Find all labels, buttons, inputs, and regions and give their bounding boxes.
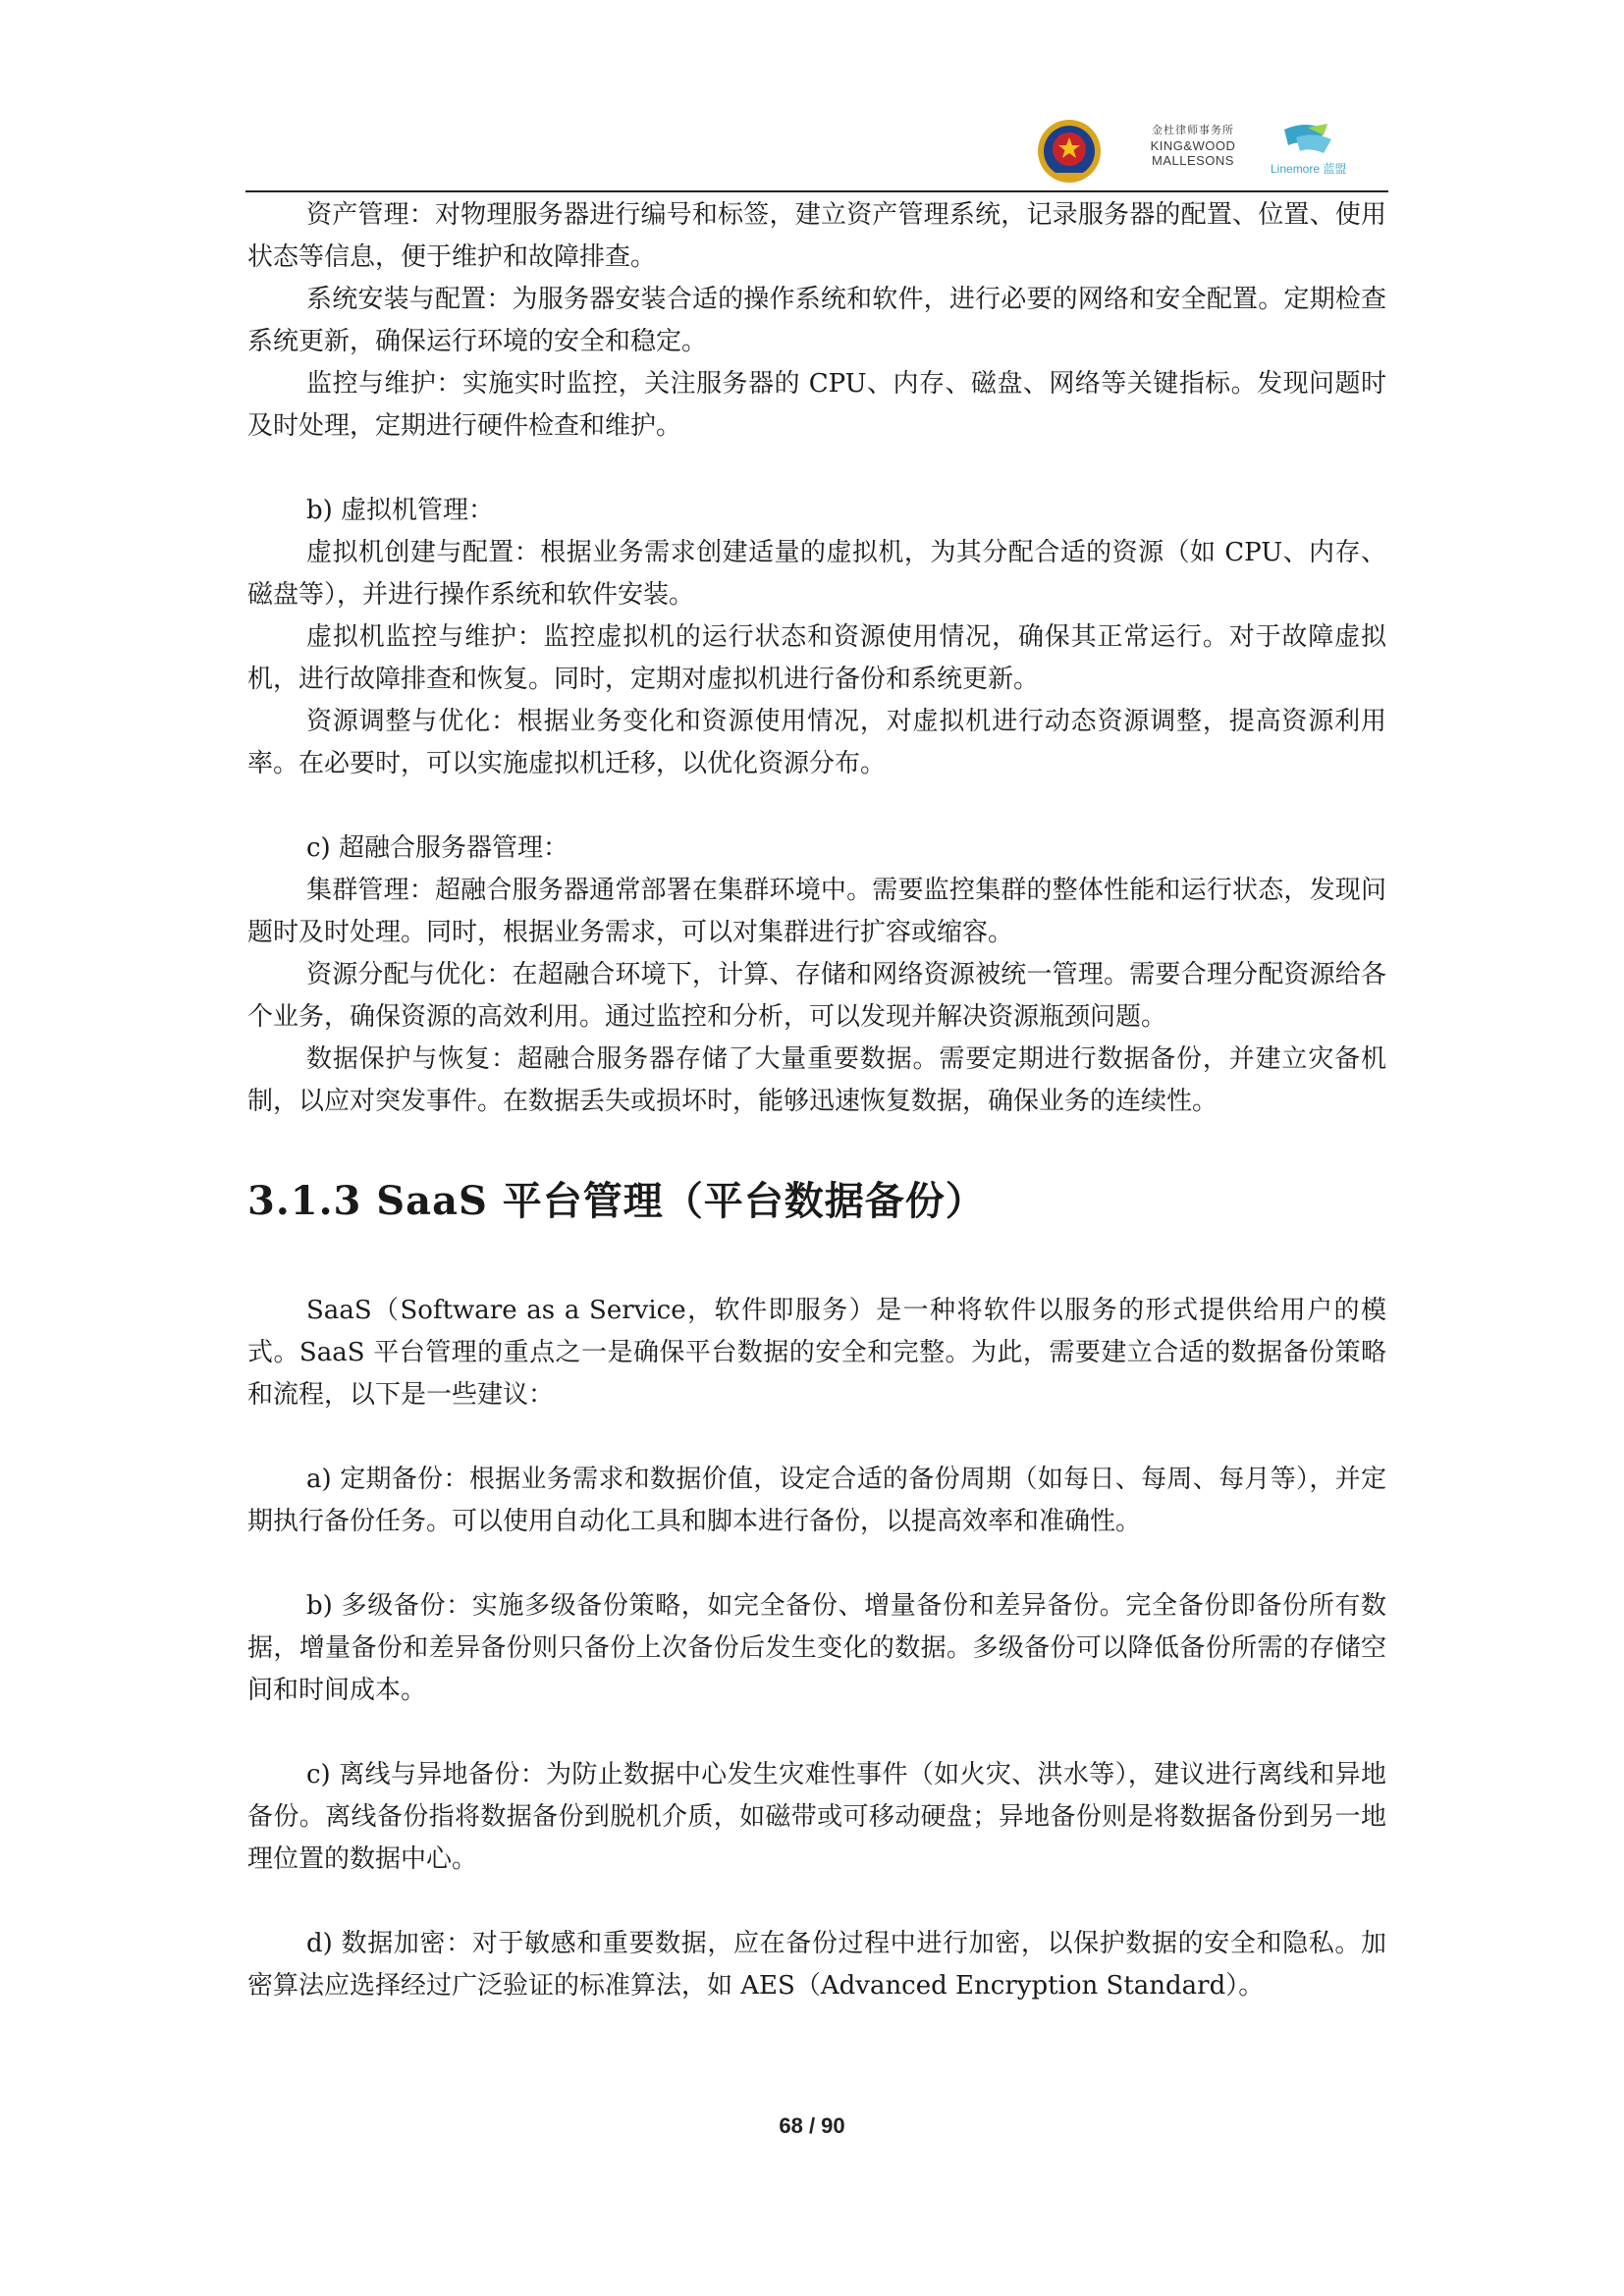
page-header	[0, 0, 1624, 196]
section-c-title: c) 超融合服务器管理：	[306, 833, 568, 863]
header-rule	[245, 190, 1388, 192]
kwm-chinese-name: 金杜律师事务所	[1152, 125, 1234, 136]
linemore-logo	[1267, 120, 1360, 179]
linemore-wordmark: Linemore 蓝盟	[1271, 162, 1347, 176]
paragraph-resource-allocation: 资源分配与优化：在超融合环境下，计算、存储和网络资源被统一管理。需要合理分配资源给各个业务，确保资源的高效利用。通过监控和分析，可以发现并解决资源瓶颈问题。	[247, 960, 1386, 1032]
paragraph-saas-c: c) 离线与异地备份：为防止数据中心发生灾难性事件（如火灾、洪水等），建议进行离线和异地备份。离线备份指将数据备份到脱机介质，如磁带或可移动硬盘；异地备份则是将数据备份到另一地理位置的数据中心。	[247, 1760, 1386, 1874]
paragraph-saas-intro: SaaS（Software as a Service，软件即服务）是一种将软件以服务的形式提供给用户的模式。SaaS 平台管理的重点之一是确保平台数据的安全和完整。为此，需要建立合适的数据备份策略和流程，以下是一些建议：	[247, 1296, 1386, 1410]
paragraph-cluster: 集群管理：超融合服务器通常部署在集群环境中。需要监控集群的整体性能和运行状态，发现问题时及时处理。同时，根据业务需求，可以对集群进行扩容或缩容。	[247, 876, 1386, 947]
paragraph-vm-resources: 资源调整与优化：根据业务变化和资源使用情况，对虚拟机进行动态资源调整，提高资源利用率。在必要时，可以实施虚拟机迁移，以优化资源分布。	[247, 707, 1386, 778]
paragraph-data-protection: 数据保护与恢复：超融合服务器存储了大量重要数据。需要定期进行数据备份，并建立灾备机制，以应对突发事件。在数据丢失或损坏时，能够迅速恢复数据，确保业务的连续性。	[247, 1044, 1386, 1116]
kwm-english-name-line1: KING&WOOD	[1150, 138, 1236, 153]
page-number: 68 / 90	[779, 2113, 845, 2138]
paragraph-saas-d: d) 数据加密：对于敏感和重要数据，应在备份过程中进行加密，以保护数据的安全和隐私。加密算法应选择经过广泛验证的标准算法，如 AES（Advanced Encryption Standard）。	[247, 1929, 1386, 2001]
kwm-logo	[1129, 126, 1257, 169]
paragraph-saas-a: a) 定期备份：根据业务需求和数据价值，设定合适的备份周期（如每日、每周、每月等），并定期执行备份任务。可以使用自动化工具和脚本进行备份，以提高效率和准确性。	[247, 1465, 1386, 1536]
police-emblem-icon	[1036, 116, 1103, 187]
document-body	[247, 194, 1386, 2007]
paragraph-saas-b: b) 多级备份：实施多级备份策略，如完全备份、增量备份和差异备份。完全备份即备份所有数据，增量备份和差异备份则只备份上次备份后发生变化的数据。多级备份可以降低备份所需的存储空间和时间成本。	[247, 1591, 1386, 1705]
paragraph-system-install: 系统安装与配置：为服务器安装合适的操作系统和软件，进行必要的网络和安全配置。定期检查系统更新，确保运行环境的安全和稳定。	[247, 285, 1386, 356]
paragraph-vm-create: 虚拟机创建与配置：根据业务需求创建适量的虚拟机，为其分配合适的资源（如 CPU、内存、磁盘等），并进行操作系统和软件安装。	[247, 538, 1386, 610]
section-heading: 3.1.3 SaaS 平台管理（平台数据备份）	[247, 1178, 986, 1224]
section-b-title: b) 虚拟机管理：	[306, 496, 495, 525]
paragraph-asset-management: 资产管理：对物理服务器进行编号和标签，建立资产管理系统，记录服务器的配置、位置、使用状态等信息，便于维护和故障排查。	[247, 200, 1386, 272]
paragraph-vm-monitor: 虚拟机监控与维护：监控虚拟机的运行状态和资源使用情况，确保其正常运行。对于故障虚拟机，进行故障排查和恢复。同时，定期对虚拟机进行备份和系统更新。	[247, 622, 1386, 694]
paragraph-monitoring: 监控与维护：实施实时监控，关注服务器的 CPU、内存、磁盘、网络等关键指标。发现问题时及时处理，定期进行硬件检查和维护。	[247, 369, 1386, 441]
kwm-english-name-line2: MALLESONS	[1152, 153, 1234, 168]
